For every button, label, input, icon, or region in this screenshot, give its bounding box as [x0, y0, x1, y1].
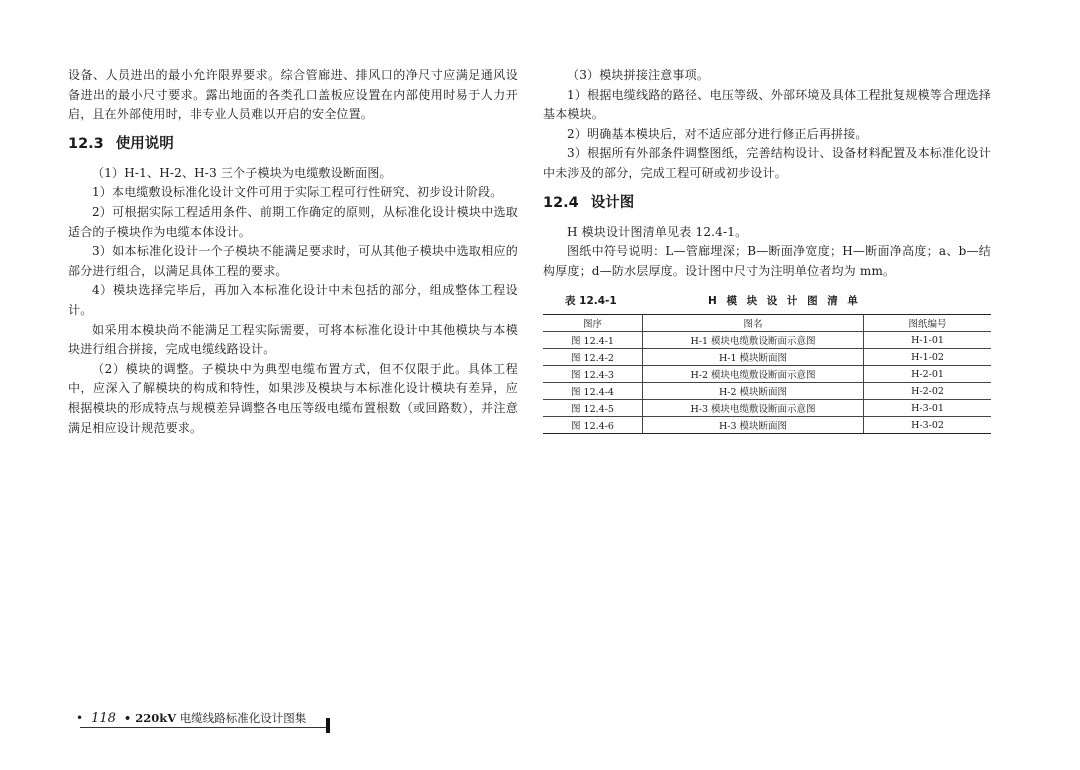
paragraph: （2）模块的调整。子模块中为典型电缆布置方式，但不仅限于此。具体工程中，应深入了解模块的构成和特性，如果涉及模块与本标准化设计模块有差异，应根据模块的形成特点与规模差异调整各电压等级电缆布置根数（或回路数），并注意满足相应设计规范要求。: [68, 361, 518, 435]
cell-figure-name: H-1 模块电缆敷设断面示意图: [643, 332, 864, 349]
paragraph: 1）根据电缆线路的路径、电压等级、外部环境及具体工程批复规模等合理选择基本模块。: [543, 87, 991, 122]
section-number: 12.4: [543, 194, 579, 211]
paragraph: 设备、人员进出的最小允许限界要求。综合管廊进、排风口的净尺寸应满足通风设备进出的最小尺寸要求。露出地面的各类孔口盖板应设置在内部使用时易于人力开启，且在外部使用时，非专业人员难以开启的安全位置。: [68, 68, 518, 122]
cell-figure-no: 图 12.4-6: [543, 417, 643, 434]
paragraph: 3）根据所有外部条件调整图纸，完善结构设计、设备材料配置及本标准化设计中未涉及的部分，完成工程可研或初步设计。: [543, 146, 991, 180]
table-id: 表 12.4-1: [565, 295, 617, 308]
book-title-voltage: • 220kV: [123, 711, 177, 725]
table-caption: [543, 293, 991, 308]
cell-drawing-no: H-3-01: [864, 400, 992, 417]
table-row: [543, 400, 991, 417]
cell-drawing-no: H-1-01: [864, 332, 992, 349]
paragraph: 图纸中符号说明：L—管廊埋深；B—断面净宽度；H—断面净高度；a、b—结构厚度；d—防水层厚度。设计图中尺寸为注明单位者均为 mm。: [543, 244, 991, 278]
section-heading-12-3: [68, 134, 518, 154]
cell-figure-name: H-3 模块断面图: [643, 417, 864, 434]
header-figure-name: 图名: [643, 315, 864, 332]
drawing-list-table: [543, 314, 991, 434]
table-header-row: [543, 315, 991, 332]
paragraph: （3）模块拼接注意事项。: [567, 68, 710, 82]
right-column: [543, 66, 991, 434]
table-row: [543, 383, 991, 400]
paragraph: 如采用本模块尚不能满足工程实际需要，可将本标准化设计中其他模块与本模块进行组合拼接，完成电缆线路设计。: [68, 322, 518, 357]
book-title: [124, 710, 306, 726]
paragraph: 4）模块选择完毕后，再加入本标准化设计中未包括的部分，组成整体工程设计。: [68, 283, 518, 317]
left-column: [68, 66, 518, 438]
cell-drawing-no: H-2-01: [864, 366, 992, 383]
section-title: 设计图: [590, 194, 635, 211]
section-number: 12.3: [68, 135, 104, 152]
table-row: [543, 417, 991, 434]
cell-figure-no: 图 12.4-2: [543, 349, 643, 366]
paragraph: 2）可根据实际工程适用条件、前期工作确定的原则，从标准化设计模块中选取适合的子模块作为电缆本体设计。: [68, 204, 518, 239]
cell-figure-no: 图 12.4-3: [543, 366, 643, 383]
cell-figure-no: 图 12.4-4: [543, 383, 643, 400]
cell-drawing-no: H-1-02: [864, 349, 992, 366]
header-drawing-no: 图纸编号: [864, 315, 992, 332]
header-figure-no: 图序: [543, 315, 643, 332]
section-title: 使用说明: [115, 135, 174, 152]
table-row: [543, 366, 991, 383]
footer-rule: [80, 727, 327, 728]
footer-bullet: •: [76, 711, 84, 725]
cell-figure-name: H-1 模块断面图: [643, 349, 864, 366]
cell-figure-no: 图 12.4-1: [543, 332, 643, 349]
table-row: [543, 332, 991, 349]
page-number: 118: [91, 710, 116, 726]
book-title-text: 电缆线路标准化设计图集: [176, 711, 307, 725]
page-footer: [76, 710, 306, 726]
paragraph: 2）明确基本模块后，对不适应部分进行修正后再拼接。: [567, 126, 868, 141]
cell-drawing-no: H-3-02: [864, 417, 992, 434]
cell-drawing-no: H-2-02: [864, 383, 992, 400]
table-title: H 模 块 设 计 图 清 单: [708, 295, 861, 308]
paragraph: 1）本电缆敷设标准化设计文件可用于实际工程可行性研究、初步设计阶段。: [92, 185, 503, 200]
cell-figure-no: 图 12.4-5: [543, 400, 643, 417]
paragraph: 3）如本标准化设计一个子模块不能满足要求时，可从其他子模块中选取相应的部分进行组合，以满足具体工程的要求。: [68, 244, 518, 278]
paragraph: H 模块设计图清单见表 12.4-1。: [567, 224, 748, 239]
cell-figure-name: H-2 模块电缆敷设断面示意图: [643, 366, 864, 383]
cell-figure-name: H-3 模块电缆敷设断面示意图: [643, 400, 864, 417]
cell-figure-name: H-2 模块断面图: [643, 383, 864, 400]
table-row: [543, 349, 991, 366]
footer-bar-mark: [326, 718, 330, 733]
paragraph: （1）H-1、H-2、H-3 三个子模块为电缆敷设断面图。: [92, 165, 392, 180]
section-heading-12-4: [543, 193, 991, 213]
